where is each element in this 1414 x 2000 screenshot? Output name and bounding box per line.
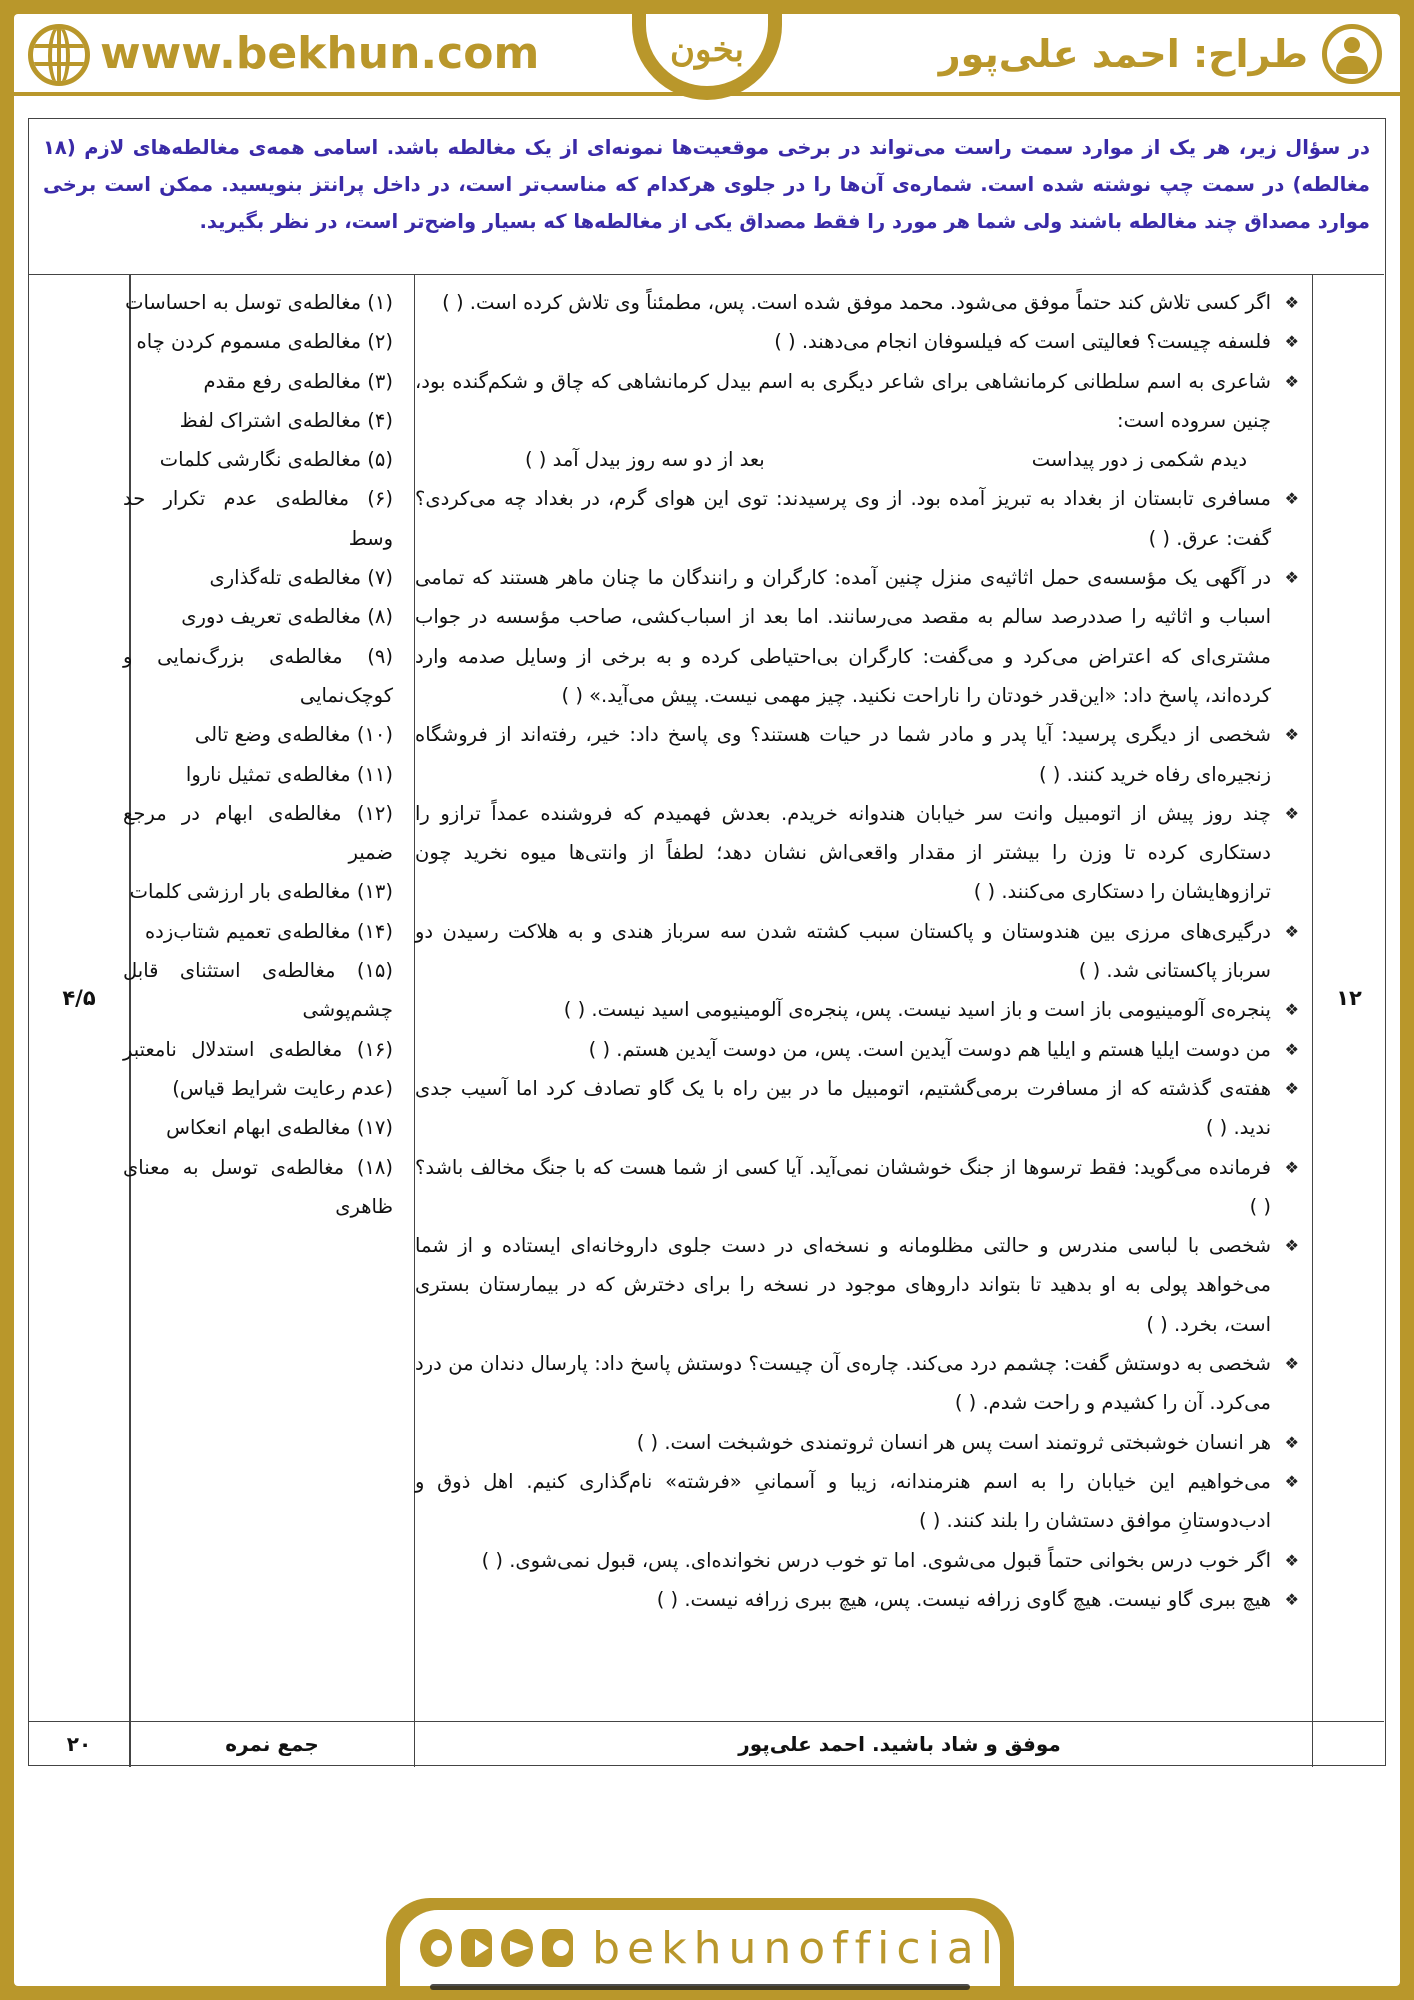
instagram-icon[interactable] [542, 1929, 574, 1967]
example-item: ❖ پنجره‌ی آلومینیومی باز است و باز اسید نیست. پس، پنجره‌ی آلومینیومی اسید نیست. ( ) [563, 998, 1299, 1022]
example-item: ❖ هر انسان خوشبختی ثروتمند است پس هر انسان ثروتمندی خوشبخت است. ( ) [636, 1430, 1299, 1454]
example-item: ❖ می‌خواهیم این خیابان را به اسم هنرمندانه، زیبا و آسمانیِ «فرشته» نام‌گذاری کنیم. اهل ذوق و ادب‌دوستانِ موافق دستشان را بلند کنند. ( ) [415, 1469, 1299, 1533]
example-item: ❖ شخصی از دیگری پرسید: آیا پدر و مادر شما در حیات هستند؟ وی پاسخ داد: خیر، رفته‌اند از فروشگاه زنجیره‌ای رفاه خرید کنند. ( ) [415, 723, 1299, 786]
option-item: (۱۵) مغالطه‌ی استثنای قابل چشم‌پوشی [123, 959, 393, 1022]
fallacy-options [123, 283, 393, 1226]
option-item: (۹) مغالطه‌ی بزرگ‌نمایی و کوچک‌نمایی [123, 644, 393, 707]
example-item: ❖ شخصی با لباسی مندرس و حالتی مظلومانه و نسخه‌ای در دست جلوی داروخانه‌ای ایستاده و از شما می‌خواهد پولی به او بدهید تا بتواند داروهای موجود در نسخه را برای دخترش که در بیمارستان بستری است، بخرد. ( ) [415, 1234, 1299, 1336]
option-item: (۵) مغالطه‌ی نگارشی کلمات [159, 448, 393, 472]
option-item: (۶) مغالطه‌ی عدم تکرار حد وسط [123, 487, 393, 550]
question-table [28, 118, 1386, 1766]
total-label: جمع نمره [225, 1732, 319, 1756]
poem-verse: دیدم شکمی ز دور پیداست بعد از دو سه روز بیدل آمد ( ) [525, 448, 1247, 472]
designer-name: طراح: احمد علی‌پور [938, 32, 1308, 76]
youtube-icon[interactable] [461, 1929, 493, 1967]
total-score: ۲۰ [66, 1732, 92, 1756]
option-item: (۸) مغالطه‌ی تعریف دوری [181, 605, 393, 629]
social-bar-shadow [430, 1984, 970, 1990]
option-item: (۴) مغالطه‌ی اشتراک لفظ [179, 408, 393, 432]
question-number: ۱۲ [1336, 986, 1362, 1010]
option-item: (۳) مغالطه‌ی رفع مقدم [203, 369, 393, 393]
aparat-icon[interactable] [420, 1929, 452, 1967]
brand-logo [632, 0, 782, 100]
option-item: (۱۶) مغالطه‌ی استدلال نامعتبر (عدم رعایت شرایط قیاس) [123, 1037, 393, 1100]
example-item: ❖ فرمانده می‌گوید: فقط ترسوها از جنگ خوششان نمی‌آید. آیا کسی از شما هست که با جنگ مخالف باشد؟ ( ) [415, 1155, 1299, 1218]
social-handle[interactable]: bekhunofficial [592, 1922, 1000, 1974]
example-item: ❖ درگیری‌های مرزی بین هندوستان و پاکستان سبب کشته شدن سه سرباز هندی و به هلاکت رسیدن دو سرباز پاکستانی شد. ( ) [415, 919, 1299, 983]
example-item: ❖ اگر خوب درس بخوانی حتماً قبول می‌شوی. اما تو خوب درس نخوانده‌ای. پس، قبول نمی‌شوی. ( ) [481, 1548, 1299, 1572]
option-item: (۱۳) مغالطه‌ی بار ارزشی کلمات [129, 880, 393, 904]
user-icon [1322, 24, 1382, 84]
example-item: ❖ چند روز پیش از اتومبیل وانت سر خیابان هندوانه خریدم. بعدش فهمیدم که فروشنده عمداً ترازو را دستکاری کرده تا وزن را بیشتر از مقدار واقعی‌اش نشان دهد؛ لطفاً از وانتی‌ها میوه نخرید چون ترازوهایشان را دستکاری می‌کنند. ( ) [415, 801, 1299, 904]
option-item: (۷) مغالطه‌ی تله‌گذاری [209, 566, 393, 590]
option-item: (۲) مغالطه‌ی مسموم کردن چاه [136, 330, 393, 354]
example-item: ❖ اگر کسی تلاش کند حتماً موفق می‌شود. محمد موفق شده است. پس، مطمئناً وی تلاش کرده است. ( ) [442, 291, 1299, 314]
option-item: (۱۱) مغالطه‌ی تمثیل ناروا [185, 762, 393, 786]
option-item: (۱۰) مغالطه‌ی وضع تالی [194, 723, 393, 747]
site-url[interactable]: www.bekhun.com [100, 28, 540, 79]
option-item: (۱) مغالطه‌ی توسل به احساسات [125, 291, 393, 314]
option-item: (۱۴) مغالطه‌ی تعمیم شتاب‌زده [144, 919, 393, 943]
question-score: ۴/۵ [62, 986, 96, 1010]
example-item: ❖ شخصی به دوستش گفت: چشمم درد می‌کند. چاره‌ی آن چیست؟ دوستش پاسخ داد: پارسال دندان من درد می‌کرد. آن را کشیدم و راحت شدم. ( ) [415, 1352, 1299, 1415]
closing-wish: موفق و شاد باشید. احمد علی‌پور [738, 1732, 1061, 1756]
brand-logo-text: بخون [646, 14, 768, 86]
option-item: (۱۷) مغالطه‌ی ابهام انعکاس [166, 1116, 393, 1140]
total-row [29, 1721, 1384, 1765]
social-bar [386, 1898, 1014, 1986]
telegram-icon[interactable] [501, 1929, 533, 1967]
exam-page [14, 14, 1400, 1986]
example-item: ❖ من دوست ایلیا هستم و ایلیا هم دوست آیدین است. پس، من دوست آیدین هستم. ( ) [588, 1037, 1299, 1061]
example-item: ❖ هیچ ببری گاو نیست. هیچ گاوی زرافه نیست. پس، هیچ ببری زرافه نیست. ( ) [656, 1587, 1299, 1611]
instruction-text: در سؤال زیر، هر یک از موارد سمت راست می‌تواند در برخی موقعیت‌ها نمونه‌ای از یک مغالطه باشد. اسامی همه‌ی مغالطه‌های لازم (۱۸ مغالطه) در سمت چپ نوشته شده است. شماره‌ی آن‌ها را در جلوی هرکدام که مناسب‌تر است، در داخل پرانتز بنویسید. ممکن است برخی موارد مصداق چند مغالطه باشند ولی شما هر مورد را فقط مصداق یکی از مغالطه‌ها که بسیار واضح‌تر است، در نظر بگیرید. [29, 119, 1384, 275]
example-item: ❖ در آگهی یک مؤسسه‌ی حمل اثاثیه‌ی منزل چنین آمده: کارگران و رانندگان ما چنان ماهر هستند که تمامی اسباب و اثاثیه را صددرصد سالم به مقصد می‌رسانند. اما بعد از اسباب‌کشی، صاحب مؤسسه در جواب مشتری‌ای که اعتراض می‌کرد و می‌گفت: کارگران بی‌احتیاطی کرده و به برخی از وسایل صدمه وارد کرده‌اند، پاسخ داد: «این‌قدر خودتان را ناراحت نکنید. چیز مهمی نیست. پیش می‌آید.» ( ) [415, 566, 1299, 707]
example-item: ❖ هفته‌ی گذشته که از مسافرت برمی‌گشتیم، اتومبیل ما در بین راه با یک گاو تصادف کرد اما آسیب جدی ندید. ( ) [415, 1076, 1299, 1140]
fallacy-examples [415, 283, 1299, 1619]
option-item: (۱۲) مغالطه‌ی ابهام در مرجع ضمیر [123, 801, 393, 865]
example-item: ❖ مسافری تابستان از بغداد به تبریز آمده بود. از وی پرسیدند: توی این هوای گرم، در بغداد چه می‌کردی؟ گفت: عرق. ( ) [415, 487, 1299, 550]
globe-icon [28, 24, 90, 86]
example-item: ❖ فلسفه چیست؟ فعالیتی است که فیلسوفان انجام می‌دهند. ( ) [774, 330, 1299, 354]
option-item: (۱۸) مغالطه‌ی توسل به معنای ظاهری [123, 1155, 393, 1218]
page-header [14, 14, 1400, 96]
example-item: ❖ شاعری به اسم سلطانی کرمانشاهی برای شاعر دیگری به اسم بیدل کرمانشاهی که چاق و شکم‌گنده بود، چنین سروده است: دیدم شکمی ز دور پیداست بعد از دو سه روز بیدل آمد ( ) [415, 362, 1299, 480]
